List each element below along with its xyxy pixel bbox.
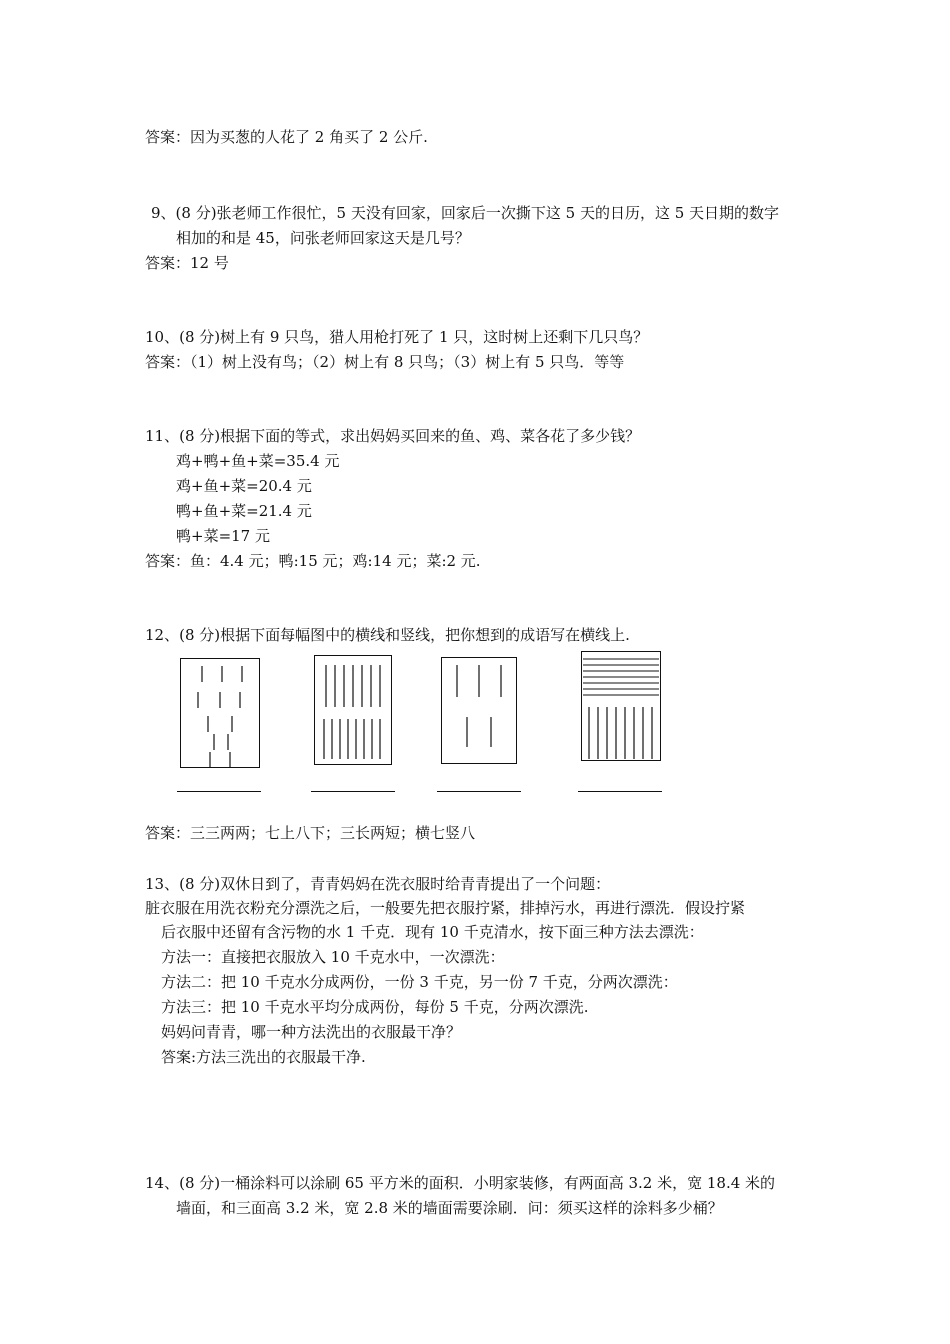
q10-question: 10、(8 分)树上有 9 只鸟，猎人用枪打死了 1 只，这时树上还剩下几只鸟？ xyxy=(145,328,649,346)
q13-answer: 答案:方法三洗出的衣服最干净. xyxy=(161,1048,366,1066)
q13-paragraph-line1: 脏衣服在用洗衣粉充分漂洗之后，一般要先把衣服拧紧，排掉污水，再进行漂洗．假设拧紧 xyxy=(145,899,746,917)
q9-answer: 答案：12 号 xyxy=(145,254,229,272)
answer-blank-4 xyxy=(578,791,662,792)
q13-method-3: 方法三：把 10 千克水平均分成两份，每份 5 千克，分两次漂洗. xyxy=(161,998,589,1016)
q13-method-1: 方法一：直接把衣服放入 10 千克水中，一次漂洗： xyxy=(161,948,505,966)
q11-equation-2: 鸡+鱼+菜=20.4 元 xyxy=(176,477,312,495)
q13-method-2: 方法二：把 10 千克水分成两份，一份 3 千克，另一份 7 千克，分两次漂洗： xyxy=(161,973,678,991)
q11-equation-1: 鸡+鸭+鱼+菜=35.4 元 xyxy=(176,452,340,470)
q13-ask: 妈妈问青青，哪一种方法洗出的衣服最干净？ xyxy=(161,1023,462,1041)
q13-question: 13、(8 分)双休日到了，青青妈妈在洗衣服时给青青提出了一个问题： xyxy=(145,875,611,893)
q13-paragraph-line2: 后衣服中还留有含污物的水 1 千克．现有 10 千克清水，按下面三种方法去漂洗： xyxy=(161,923,704,941)
q10-answer: 答案：（1）树上没有鸟；（2）树上有 8 只鸟；（3）树上有 5 只鸟．等等 xyxy=(145,353,625,371)
answer-blank-3 xyxy=(437,791,521,792)
q12-question: 12、(8 分)根据下面每幅图中的横线和竖线，把你想到的成语写在横线上. xyxy=(145,626,630,644)
q11-question: 11、(8 分)根据下面的等式，求出妈妈买回来的鱼、鸡、菜各花了多少钱？ xyxy=(145,427,641,445)
answer-blank-2 xyxy=(311,791,395,792)
q9-question-line1: 9、(8 分)张老师工作很忙，5 天没有回家，回家后一次撕下这 5 天的日历，这 5 天日期的数字 xyxy=(151,204,780,222)
idiom-figure-1 xyxy=(180,658,260,770)
q11-answer: 答案：鱼：4.4 元；鸭:15 元；鸡:14 元；菜:2 元. xyxy=(145,552,481,570)
q11-equation-3: 鸭+鱼+菜=21.4 元 xyxy=(176,502,312,520)
q8-answer: 答案：因为买葱的人花了 2 角买了 2 公斤. xyxy=(145,128,428,146)
idiom-figure-3 xyxy=(441,657,517,765)
answer-blank-1 xyxy=(177,791,261,792)
q14-question-line1: 14、(8 分)一桶涂料可以涂刷 65 平方米的面积．小明家装修，有两面高 3.2 米，宽 18.4 米的 xyxy=(145,1174,776,1192)
q9-question-line2: 相加的和是 45，问张老师回家这天是几号？ xyxy=(176,229,470,247)
q11-equation-4: 鸭+菜=17 元 xyxy=(176,527,270,545)
q12-answer: 答案：三三两两；七上八下；三长两短；横七竖八 xyxy=(145,824,476,842)
idiom-figure-4 xyxy=(581,651,661,763)
q14-question-line2: 墙面，和三面高 3.2 米，宽 2.8 米的墙面需要涂刷．问：须买这样的涂料多少桶？ xyxy=(176,1199,723,1217)
idiom-figure-2 xyxy=(314,655,392,765)
